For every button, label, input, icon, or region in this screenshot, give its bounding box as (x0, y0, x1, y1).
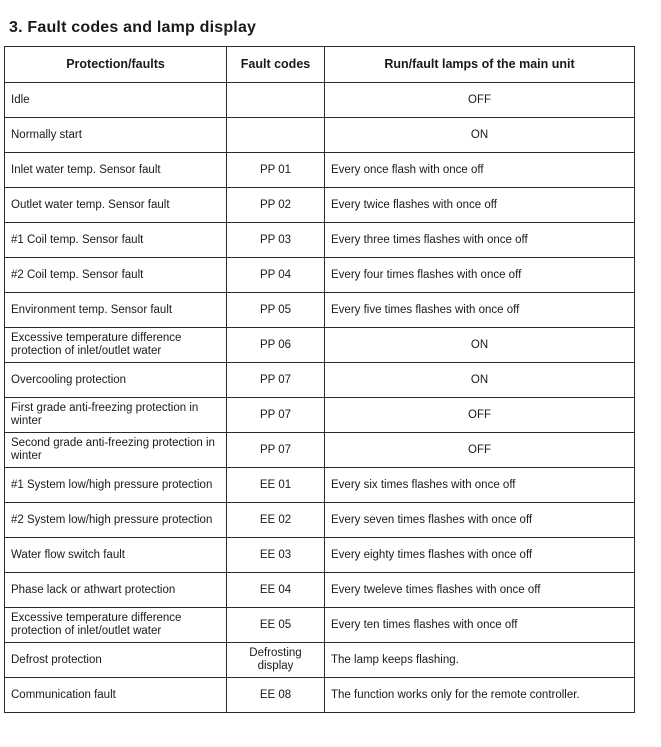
fault-code-cell: PP 01 (227, 153, 325, 188)
table-header-row (5, 47, 635, 83)
table-row (5, 118, 635, 153)
fault-code-cell: Defrosting display (227, 643, 325, 678)
fault-code-cell (227, 83, 325, 118)
header-lamp-display: Run/fault lamps of the main unit (325, 47, 635, 83)
fault-rows (5, 83, 635, 713)
lamp-display-cell: Every six times flashes with once off (325, 468, 635, 503)
section-title: 3. Fault codes and lamp display (9, 19, 257, 36)
fault-code-cell: PP 07 (227, 433, 325, 468)
protection-cell: #2 System low/high pressure protection (5, 503, 227, 538)
fault-code-cell: PP 03 (227, 223, 325, 258)
table-row (5, 223, 635, 258)
lamp-display-cell: Every twice flashes with once off (325, 188, 635, 223)
table-row (5, 433, 635, 468)
protection-cell: Communication fault (5, 678, 227, 713)
fault-code-cell: EE 05 (227, 608, 325, 643)
table-row (5, 328, 635, 363)
fault-code-cell: PP 02 (227, 188, 325, 223)
lamp-display-cell: OFF (325, 83, 635, 118)
protection-cell: Normally start (5, 118, 227, 153)
table-row (5, 643, 635, 678)
lamp-display-cell: Every four times flashes with once off (325, 258, 635, 293)
fault-code-cell: PP 07 (227, 398, 325, 433)
table-row (5, 83, 635, 118)
fault-code-cell: PP 07 (227, 363, 325, 398)
fault-codes-table (4, 46, 635, 713)
protection-cell: Environment temp. Sensor fault (5, 293, 227, 328)
lamp-display-cell: ON (325, 118, 635, 153)
protection-cell: Inlet water temp. Sensor fault (5, 153, 227, 188)
fault-code-cell: EE 02 (227, 503, 325, 538)
fault-code-cell: EE 01 (227, 468, 325, 503)
lamp-display-cell: Every five times flashes with once off (325, 293, 635, 328)
protection-cell: Outlet water temp. Sensor fault (5, 188, 227, 223)
lamp-display-cell: Every three times flashes with once off (325, 223, 635, 258)
protection-cell: First grade anti-freezing protection in winter (5, 398, 227, 433)
protection-cell: Second grade anti-freezing protection in winter (5, 433, 227, 468)
table-row (5, 573, 635, 608)
fault-code-cell: EE 08 (227, 678, 325, 713)
fault-code-cell (227, 118, 325, 153)
lamp-display-cell: The lamp keeps flashing. (325, 643, 635, 678)
table-row (5, 608, 635, 643)
lamp-display-cell: Every tweleve times flashes with once off (325, 573, 635, 608)
protection-cell: Defrost protection (5, 643, 227, 678)
lamp-display-cell: Every once flash with once off (325, 153, 635, 188)
table-row (5, 468, 635, 503)
protection-cell: Overcooling protection (5, 363, 227, 398)
protection-cell: #1 System low/high pressure protection (5, 468, 227, 503)
lamp-display-cell: Every ten times flashes with once off (325, 608, 635, 643)
fault-code-cell: PP 06 (227, 328, 325, 363)
lamp-display-cell: Every eighty times flashes with once off (325, 538, 635, 573)
lamp-display-cell: ON (325, 363, 635, 398)
lamp-display-cell: ON (325, 328, 635, 363)
lamp-display-cell: The function works only for the remote controller. (325, 678, 635, 713)
header-protection: Protection/faults (5, 47, 227, 83)
lamp-display-cell: OFF (325, 433, 635, 468)
table-row (5, 503, 635, 538)
protection-cell: Water flow switch fault (5, 538, 227, 573)
header-fault-codes: Fault codes (227, 47, 325, 83)
table-row (5, 538, 635, 573)
fault-code-cell: PP 04 (227, 258, 325, 293)
table-row (5, 258, 635, 293)
protection-cell: #2 Coil temp. Sensor fault (5, 258, 227, 293)
protection-cell: #1 Coil temp. Sensor fault (5, 223, 227, 258)
lamp-display-cell: OFF (325, 398, 635, 433)
protection-cell: Excessive temperature difference protection of inlet/outlet water (5, 608, 227, 643)
protection-cell: Phase lack or athwart protection (5, 573, 227, 608)
protection-cell: Idle (5, 83, 227, 118)
table-row (5, 678, 635, 713)
fault-code-cell: EE 04 (227, 573, 325, 608)
protection-cell: Excessive temperature difference protection of inlet/outlet water (5, 328, 227, 363)
table-row (5, 363, 635, 398)
fault-code-cell: EE 03 (227, 538, 325, 573)
lamp-display-cell: Every seven times flashes with once off (325, 503, 635, 538)
table-row (5, 293, 635, 328)
fault-code-cell: PP 05 (227, 293, 325, 328)
table-row (5, 398, 635, 433)
table-row (5, 153, 635, 188)
table-row (5, 188, 635, 223)
